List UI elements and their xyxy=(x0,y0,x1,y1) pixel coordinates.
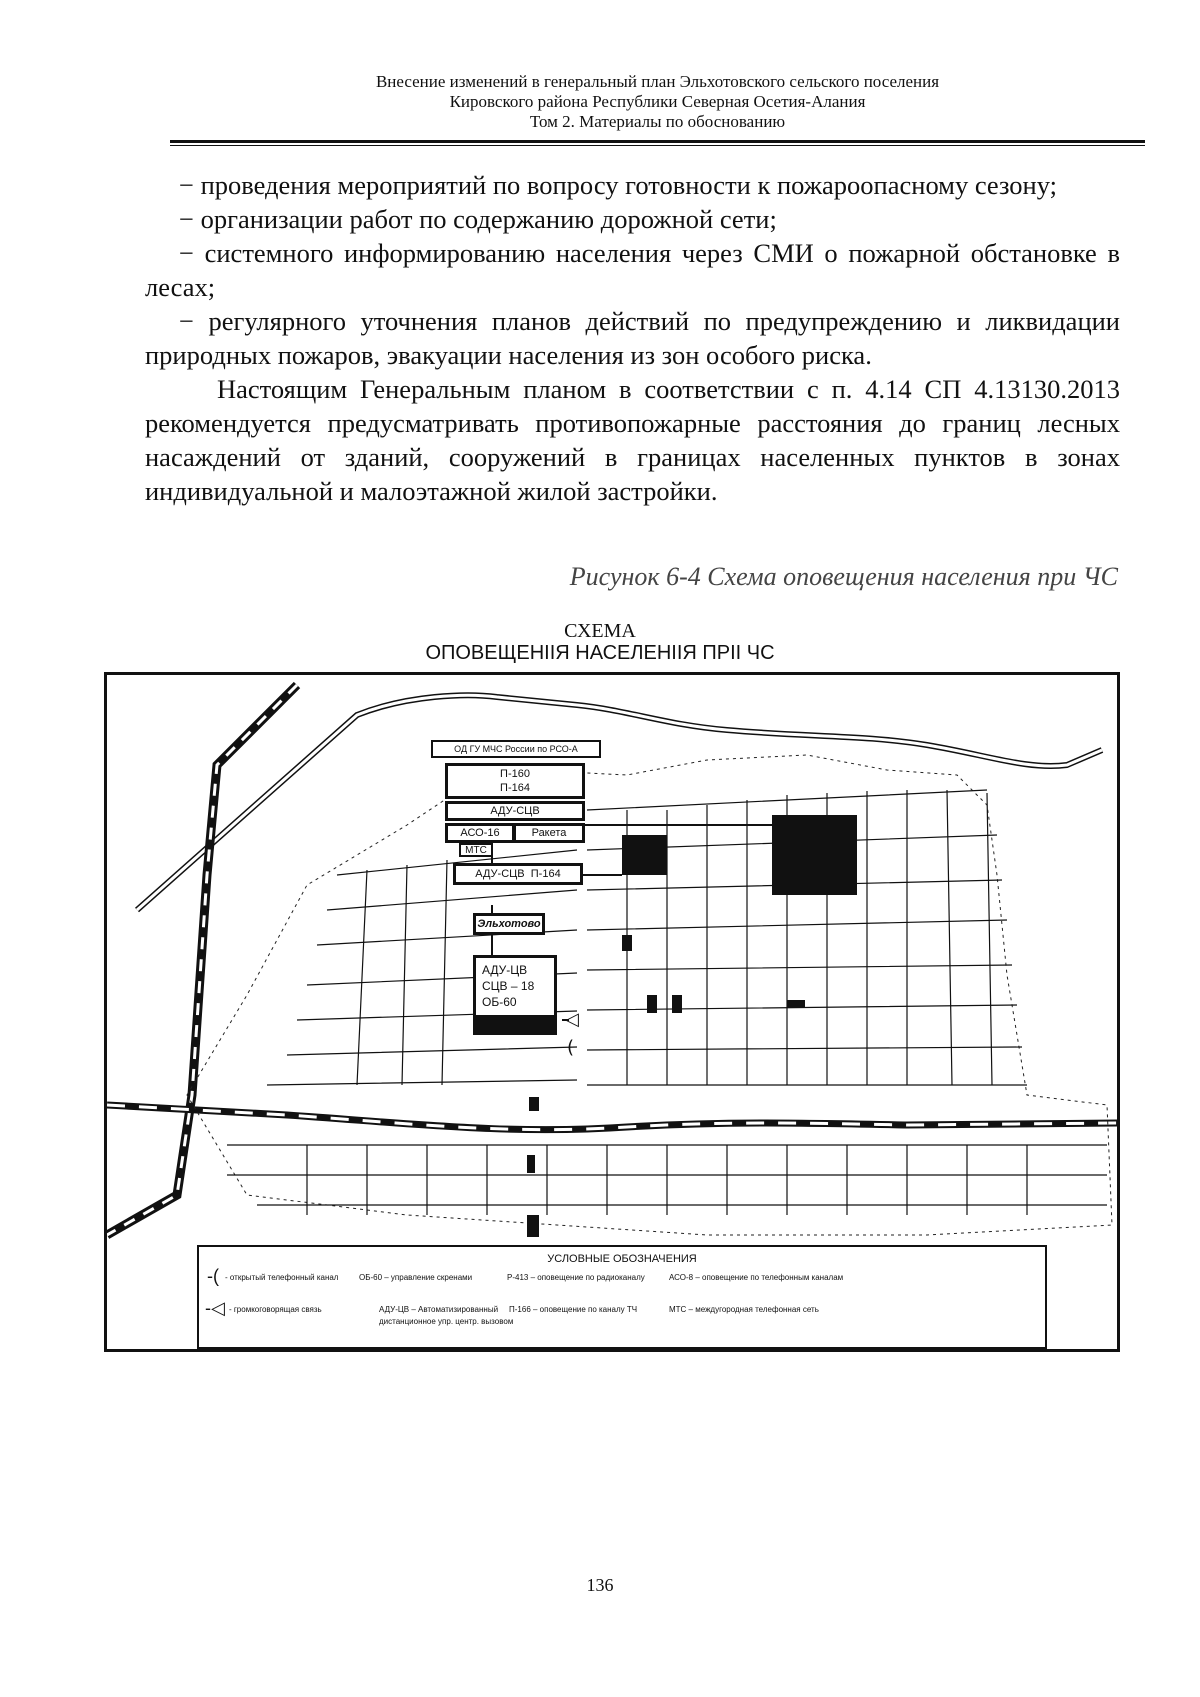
north-road xyxy=(137,695,1102,910)
railway xyxy=(107,1105,1117,1130)
node-adu-scv-2: АДУ-СЦВ xyxy=(475,868,525,880)
node-raketa: Ракета xyxy=(513,823,585,843)
figure-title-line-1: СХЕМА xyxy=(564,620,636,642)
north-road-inner xyxy=(137,695,1102,910)
page-number: 136 xyxy=(586,1575,614,1595)
paragraph-2: − организации работ по содержанию дорожной сети; xyxy=(179,204,777,234)
figure-title xyxy=(400,620,800,664)
figure-title-line-2: ОПОВЕЩЕНIIЯ НАСЕЛЕНIIЯ ПРII ЧС xyxy=(425,642,775,664)
header-line-1: Внесение изменений в генеральный план Эльхотовского сельского поселения xyxy=(375,72,940,91)
header-rule xyxy=(170,140,1145,143)
node-p160: П-160 xyxy=(500,768,530,780)
paragraph-3: − системного информированию населения через СМИ о пожарной обстановке в лесах; xyxy=(145,238,1120,302)
legend-item-aso8: АСО-8 – оповещение по телефонным каналам xyxy=(669,1273,844,1282)
building-small-5 xyxy=(527,1155,535,1173)
legend-item-adu-cv: АДУ-ЦВ – Автоматизированный xyxy=(379,1305,499,1314)
header-rule-thin xyxy=(170,145,1145,146)
phone-channel-icon: -( xyxy=(207,1266,219,1286)
header-line-3: Том 2. Материалы по обоснованию xyxy=(529,112,786,131)
node-adu-scv: АДУ-СЦВ xyxy=(445,801,585,821)
node-od-gu: ОД ГУ МЧС России по РСО-А xyxy=(431,740,601,758)
building-small-7 xyxy=(529,1097,539,1111)
legend-item-mts: МТС – междугородная телефонная сеть xyxy=(669,1305,819,1314)
building-small-2 xyxy=(672,995,682,1013)
header-line-2: Кировского района Республики Северная Осетия-Алания xyxy=(449,92,866,111)
node-adu-scv-p164 xyxy=(453,863,583,885)
node-ob60: ОБ-60 xyxy=(482,995,517,1009)
body-text xyxy=(145,168,1120,508)
node-mts: МТС xyxy=(459,843,493,857)
legend-item-phone: - открытый телефонный канал xyxy=(225,1273,339,1282)
building-block-2 xyxy=(772,815,857,895)
node-p164-b: П-164 xyxy=(530,868,561,880)
node-elkhotovo: Эльхотово xyxy=(473,913,545,935)
building-small-1 xyxy=(647,995,657,1013)
node-aso16: АСО-16 xyxy=(445,823,515,843)
node-scv18: СЦВ – 18 xyxy=(482,979,535,993)
loudspeaker-icon: ◁ xyxy=(565,1009,579,1030)
legend-item-adu-cv-cont: дистанционное упр. центр. вызовом xyxy=(379,1317,514,1326)
legend-item-ob60: ОБ-60 – управление скренами xyxy=(359,1273,473,1282)
building-small-6 xyxy=(527,1215,539,1237)
node-adu-cv-group xyxy=(473,955,557,1035)
warning-scheme-map xyxy=(104,672,1120,1352)
phone-channel-icon: ( xyxy=(567,1037,575,1058)
document-header xyxy=(170,72,1145,132)
node-p160-p164 xyxy=(445,763,585,799)
loudspeaker-icon: -◁ xyxy=(205,1298,225,1318)
figure-caption: Рисунок 6-4 Схема оповещения населения при ЧС xyxy=(569,562,1118,591)
west-highway-centre xyxy=(107,685,297,1235)
map-legend xyxy=(197,1245,1047,1349)
legend-item-p166: П-166 – оповещение по каналу ТЧ xyxy=(509,1305,638,1314)
paragraph-1: − проведения мероприятий по вопросу готовности к пожароопасному сезону; xyxy=(179,170,1058,200)
paragraph-5: Настоящим Генеральным планом в соответствии с п. 4.14 СП 4.13130.2013 рекомендуется предусматривать противопожарные расстояния до границ лесных насаждений от зданий, сооружений в границах населенных пунктов в зонах индивидуальной и малоэтажной жилой застройки. xyxy=(145,374,1120,506)
node-p164: П-164 xyxy=(500,782,530,794)
building-small-3 xyxy=(622,935,632,951)
legend-item-r413: Р-413 – оповещение по радиоканалу xyxy=(507,1273,645,1282)
building-small-4 xyxy=(787,1000,805,1008)
legend-item-loudspeaker: - громкоговорящая связь xyxy=(229,1305,322,1314)
legend-title: УСЛОВНЫЕ ОБОЗНАЧЕНИЯ xyxy=(547,1253,697,1265)
paragraph-4: − регулярного уточнения планов действий по предупреждению и ликвидации природных пожаров, эвакуации населения из зон особого риска. xyxy=(145,306,1120,370)
building-block-1 xyxy=(622,835,667,875)
node-adu-cv: АДУ-ЦВ xyxy=(482,963,528,977)
